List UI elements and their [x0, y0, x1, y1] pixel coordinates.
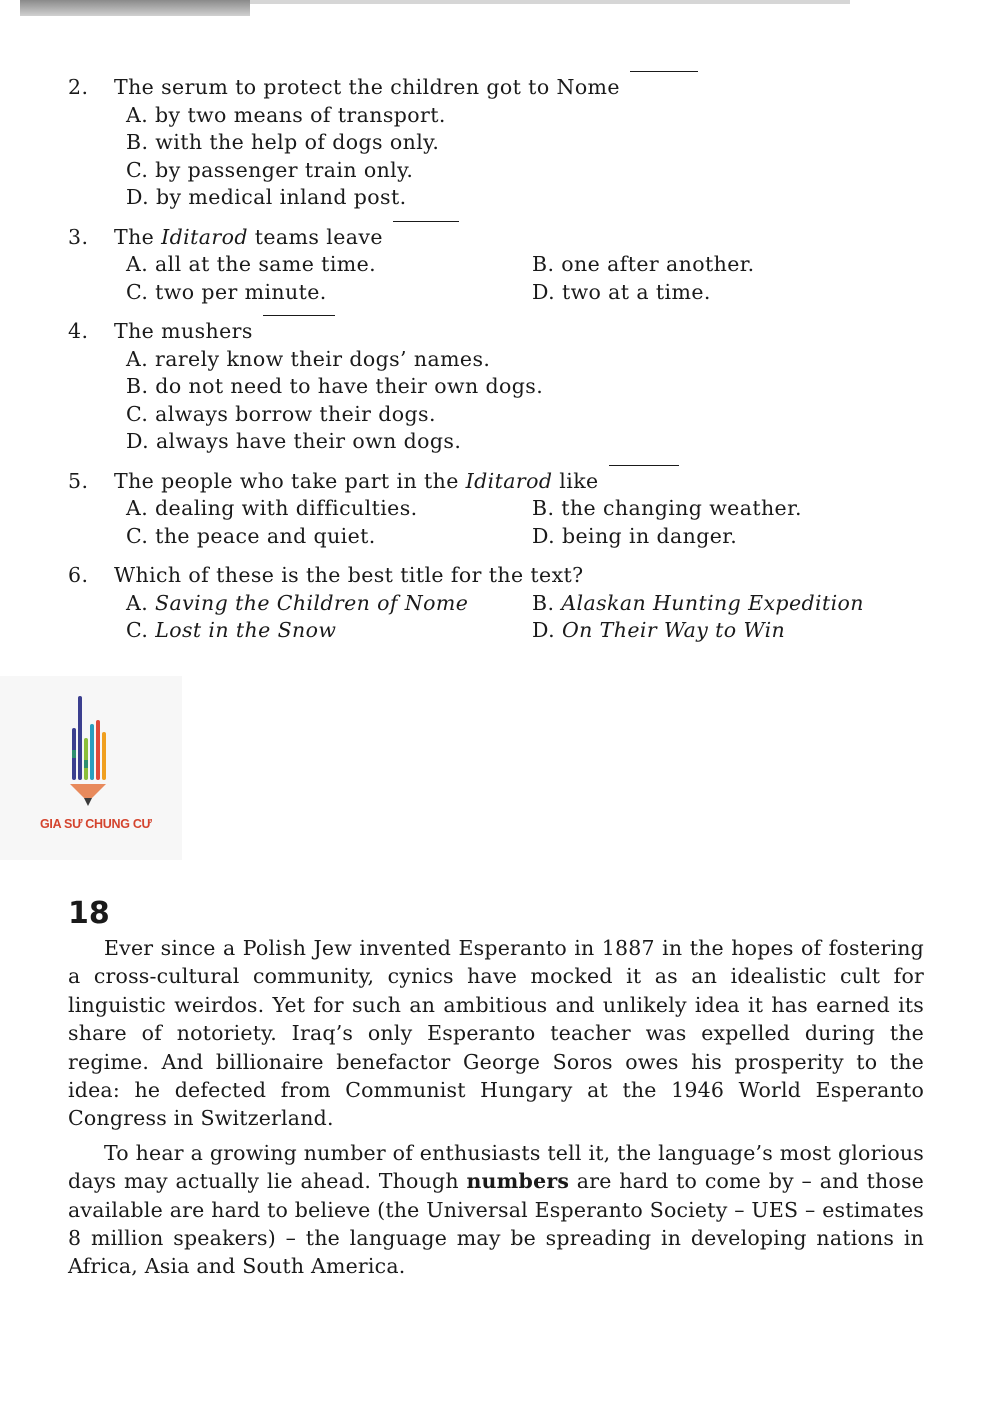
answer-blank — [609, 464, 679, 466]
question-stem — [68, 224, 948, 252]
option-c — [126, 617, 532, 645]
options-grid — [126, 495, 948, 550]
question-4 — [68, 318, 948, 456]
options-grid — [126, 251, 948, 306]
question-stem — [68, 468, 948, 496]
option-b: B. with the help of dogs only. — [126, 130, 440, 154]
option-letter: D. — [532, 618, 556, 642]
option-c: C. the peace and quiet. — [126, 523, 376, 548]
logo-text: GIA SƯ CHUNG CƯ — [40, 817, 152, 831]
option-letter: A. — [126, 590, 149, 615]
question-text-post: teams leave — [254, 224, 383, 249]
question-stem — [68, 74, 948, 102]
reading-passage — [68, 934, 924, 1287]
option-letter: B. — [532, 590, 555, 615]
question-2 — [68, 74, 948, 212]
options-list — [126, 102, 948, 212]
option-a: A. all at the same time. — [126, 252, 377, 276]
option-a: A. dealing with difficulties. — [126, 496, 418, 520]
question-3 — [68, 224, 948, 307]
option-title: Alaskan Hunting Expedition — [561, 590, 864, 615]
options-grid — [126, 590, 948, 645]
option-c: C. two per minute. — [126, 279, 327, 304]
question-text: Which of these is the best title for the text? — [114, 563, 584, 587]
option-c: C. always borrow their dogs. — [126, 401, 436, 426]
option-b: B. one after another. — [532, 252, 755, 276]
answer-blank — [393, 220, 459, 222]
question-number: 3. — [68, 224, 89, 249]
option-d — [532, 617, 892, 645]
question-5 — [68, 468, 948, 551]
question-text-italic: Iditarod — [161, 224, 248, 249]
watermark-logo — [0, 676, 182, 860]
question-text-pre: The people who take part in the — [114, 468, 459, 493]
option-a: A. by two means of transport. — [126, 102, 446, 127]
option-b — [532, 590, 892, 618]
question-text — [114, 224, 383, 252]
pencil-bars-icon — [0, 676, 182, 816]
answer-blank — [630, 70, 698, 72]
options-list — [126, 346, 948, 456]
option-b: B. the changing weather. — [532, 496, 802, 520]
option-c: C. by passenger train only. — [126, 157, 414, 182]
section-number: 18 — [68, 896, 110, 931]
question-stem — [68, 318, 948, 346]
option-title: On Their Way to Win — [561, 618, 786, 642]
option-letter: C. — [126, 618, 149, 642]
option-title: Saving the Children of Nome — [155, 590, 469, 615]
question-6 — [68, 562, 948, 645]
scan-edge-shadow — [20, 0, 250, 16]
question-number: 6. — [68, 563, 89, 587]
question-stem — [68, 562, 948, 590]
answer-blank — [263, 314, 335, 316]
paragraph-2 — [68, 1139, 924, 1281]
paragraph-1: Ever since a Polish Jew invented Esperanto in 1887 in the hopes of fostering a cross-cultural community, cynics have mocked it as an idealistic cult for linguistic weirdos. Yet for such an ambitious and unlikely idea it has earned its share of notoriety. Iraq’s only Esperanto teacher was expelled during the regime. And billionaire benefactor George Soros owes his prosperity to the idea: he defected from Communist Hungary at the 1946 World Esperanto Congress in Switzerland. — [68, 936, 924, 1131]
option-d: D. by medical inland post. — [126, 185, 407, 209]
question-number: 5. — [68, 468, 89, 493]
question-list — [68, 74, 948, 645]
paragraph-2-part-a: To hear a growing number of enthusiasts tell it, the language’s most glorious days may actually lie ahead. Though — [68, 1140, 924, 1194]
question-text: The mushers — [114, 319, 253, 343]
question-text-post: like — [559, 468, 599, 493]
question-text — [114, 468, 599, 496]
option-title: Lost in the Snow — [155, 618, 337, 642]
question-number: 4. — [68, 319, 89, 343]
option-d: D. being in danger. — [532, 523, 738, 548]
option-d: D. always have their own dogs. — [126, 429, 462, 453]
paragraph-2-part-b: are hard to come by – and those available are hard to believe (the Universal Esperanto Society – UES – estimates 8 million speakers) – the language may be spreading in developing nations in Africa, Asia and South America. — [68, 1169, 924, 1279]
question-number: 2. — [68, 75, 89, 99]
question-text-pre: The — [114, 224, 155, 249]
bold-word: numbers — [466, 1169, 570, 1194]
option-a — [126, 590, 532, 618]
option-a: A. rarely know their dogs’ names. — [126, 346, 491, 371]
option-b: B. do not need to have their own dogs. — [126, 374, 544, 398]
question-text: The serum to protect the children got to Nome — [114, 75, 620, 99]
scan-edge-line — [250, 0, 850, 4]
option-d: D. two at a time. — [532, 279, 711, 304]
question-text-italic: Iditarod — [465, 468, 553, 493]
